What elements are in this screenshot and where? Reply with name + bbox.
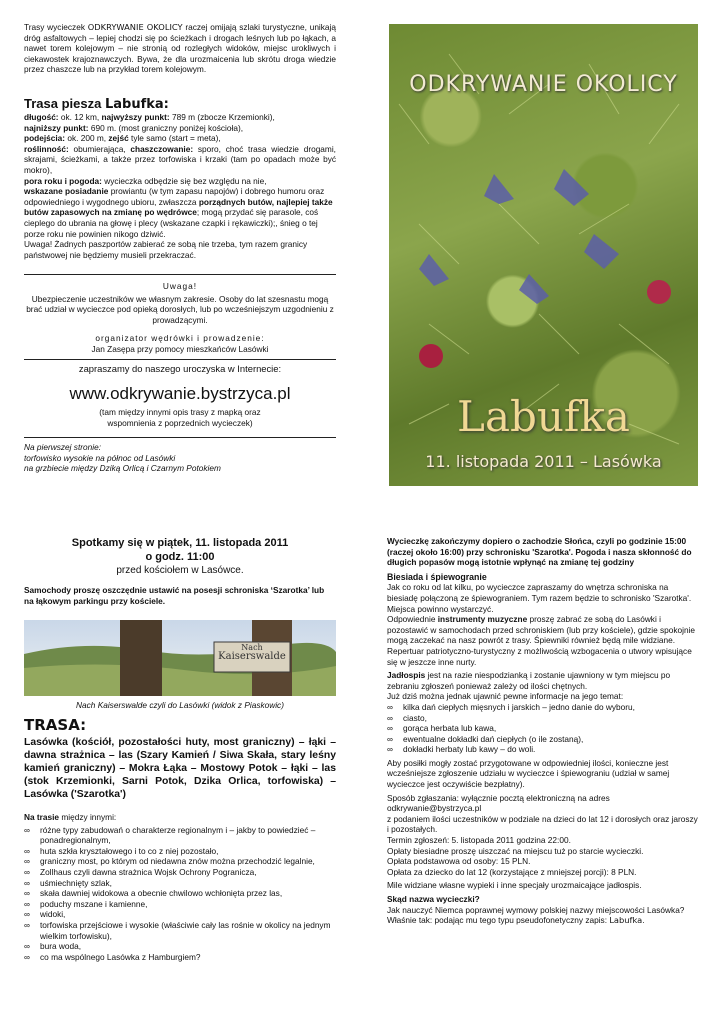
landscape-photo	[24, 620, 336, 696]
detail-value: sporo, choć trasa wiedzie drogami, skrajami, ścieżkami, a także przez torfowiska i krzaki (tam po opadach może być mokro),	[24, 143, 336, 175]
detail-label: chaszczowanie:	[130, 143, 194, 154]
organizer-name: Jan Zasępa przy pomocy mieszkańców Lasówki	[91, 343, 269, 354]
list-item: ∞ widoki,	[24, 909, 336, 920]
list-item: ∞ gorąca herbata lub kawa,	[387, 723, 699, 734]
detail-label: długość:	[24, 112, 59, 122]
detail-value: tyle samo (start = meta),	[128, 133, 221, 144]
organizer-label: organizator wędrówki i prowadzenie:	[95, 333, 265, 344]
first-page-line: torfowisko wysokie na północ od Lasówki	[24, 452, 176, 463]
detail-value: obumierająca,	[68, 143, 131, 154]
list-item: ∞ uśmiechnięty szlak,	[24, 878, 336, 889]
list-item: ∞ bura woda,	[24, 941, 336, 952]
biesiada-heading: Biesiada i śpiewogranie	[387, 571, 487, 582]
website-link[interactable]: www.odkrywanie.bystrzyca.pl	[69, 384, 291, 403]
detail-value: ; mogą przydać się parasole, coś cieplego do ubrania na głowę i plecy (wskazane czapki i rękawiczki);, śnieg o tej porze roku nie powinien nikogo dziwić.	[24, 207, 319, 239]
list-item: ∞ różne typy zabudowań o charakterze regionalnym i – jakby to powiedzieć – ponadregionalnym,	[24, 825, 336, 846]
name-origin-text: Jak nauczyć Niemca poprawnej wymowy polskiej nazwy miejscowości Lasówka?	[387, 904, 685, 915]
name-origin-heading: Skąd nazwa wycieczki?	[387, 894, 480, 904]
detail-value: 690 m. (most graniczny poniżej kościoła),	[88, 122, 244, 133]
list-item: ∞ dokładki herbaty lub kawy – do woli.	[387, 744, 699, 755]
list-item: ∞ torfowiska przejściowe i wysokie (właściwie cały las rośnie w okolicy na jednym wielkim torfowisku),	[24, 920, 336, 941]
biesiada-text: proszę zabrać ze sobą do Lasówki i pozostawić w samochodach przed schroniskiem (lub przy kościele), gdzie spokojnie mogą zaczekać na nasz powrót z trasy. Śpiewniki również będą mile widziane. Repertuar patriotyczno-turystyczny z możliwością wzbogacenia o utwory wpisujące się w jeszcze inne nurty.	[387, 614, 696, 667]
right-column	[387, 536, 699, 926]
biesiada-text: Jak co roku od lat kilku, po wycieczce zapraszamy do wnętrza schroniska na biesiadę połączoną ze śpiewograniem. Tym razem będzie to schronisko 'Szarotka'. Miejsca powinno wystarczyć.	[387, 582, 692, 614]
photo-caption: Nach Kaiserswalde czyli do Lasówki (widok z Piaskowic)	[76, 700, 284, 710]
on-route-label: Na trasie	[24, 812, 60, 822]
on-route-items	[24, 825, 336, 963]
on-route-list	[24, 812, 336, 962]
trasa-piesza-label: Trasa piesza	[24, 96, 105, 111]
name-origin-end: .	[642, 915, 645, 926]
trasa-heading: TRASA:	[24, 716, 87, 734]
meeting-date: Spotkamy się w piątek, 11. listopada 2011	[71, 537, 289, 549]
detail-value: 789 m (zbocze Krzemionki),	[169, 112, 275, 122]
list-item: ∞ kilka dań ciepłych mięsnych i jarskich – jedno danie do wyboru,	[387, 702, 699, 713]
intro-paragraph	[24, 22, 336, 75]
menu-text: jest na razie niespodzianką i zostanie ujawniony w tym miejscu po zebraniu zgłoszeń ponieważ zależy od ilości chętnych.	[387, 670, 671, 691]
first-page-note	[24, 442, 336, 474]
first-page-label: Na pierwszej stronie:	[24, 442, 102, 452]
detail-value: prowiantu (w tym zapasu napojów) i dobrego humoru oraz odpowiedniego i wygodnego ubioru, zwłaszcza	[24, 186, 325, 207]
on-route-label-suffix: między innymi:	[59, 812, 117, 822]
detail-value: wycieczka odbędzie się bez względu na nie,	[101, 175, 267, 186]
name-origin-spelling: Labufka	[609, 915, 643, 926]
route-description: Lasówka (kościół, pozostałości huty, most graniczny) – łąki – dawna strażnica – las (Szary Kamień / Siwa Skała, stary leśny kamień graniczny) – Mokra Łąka – Mostowy Potok – łąki – las (stok Krzemionki, Sarni Potok, Dzika Orlica, torfowiska) – Lasówka ('Szarotka')	[24, 737, 336, 800]
sign-text	[216, 643, 288, 661]
list-item: ∞ skała dawniej widokowa a obecnie chwilowo wchłonięta przez las,	[24, 888, 336, 899]
passport-note: Uwaga! Żadnych paszportów zabierać ze sobą nie trzeba, tym razem granicy państwowej nie będziemy musieli przekraczać.	[24, 239, 308, 260]
cover-title: ODKRYWANIE OKOLICY	[409, 72, 678, 97]
detail-label: roślinność:	[24, 143, 69, 154]
detail-label: zejść	[108, 133, 129, 144]
meeting-info	[24, 536, 336, 606]
intro-text-1: Trasy wycieczek	[24, 22, 88, 32]
list-item: ∞ poduchy mszane i kamienne,	[24, 899, 336, 910]
detail-label: wskazane posiadanie	[24, 186, 109, 197]
baking-note: Mile widziane własne wypieki i inne specjały urozmaicające jadłospis.	[387, 880, 642, 891]
cover-date: 11. listopada 2011 – Lasówka	[425, 452, 662, 471]
trasa-piesza-heading	[24, 96, 169, 112]
menu-heading: Jadłospis	[387, 670, 426, 681]
divider	[24, 359, 336, 360]
intro-text-2: raczej omijają szlaki turystyczne, unikają dróg asfaltowych – lepiej chodzi się po ścieżkach i drogach leśnych lub po łąkach, a nawet torem kolejowym – nie stronią od rozległych widoków, miejsc urokliwych i ciekawostek krajoznawczych. Bywa, że dla urozmaicenia lub skrótu droga wiedzie przez chaszcze lub na przykład torem kolejowym.	[24, 22, 336, 75]
cover-image	[389, 24, 698, 486]
registration-deadline: Termin zgłoszeń: 5. listopada 2011 godzina 22:00.	[387, 835, 571, 846]
detail-value: ok. 12 km,	[58, 112, 102, 122]
end-info: Wycieczkę zakończymy dopiero o zachodzie Słońca, czyli po godzinie 15:00 (raczej około 16:00) przy schronisku 'Szarotka'. Pogoda i nasza skłonność do długich popasów mogą istotnie wpłynąć na zmianę tej godziny	[387, 536, 692, 568]
meeting-time: o godz. 11:00	[145, 551, 215, 563]
detail-label: najwyższy punkt:	[101, 112, 170, 122]
parking-note: Samochody proszę oszczędnie ustawić na posesji schroniska ‘Szarotka’ lub na łąkowym parkingu przy kościele.	[24, 585, 325, 606]
intro-brand: ODKRYWANIE OKOLICY	[87, 22, 183, 32]
detail-value: ok. 200 m,	[65, 133, 109, 144]
cover-name: Labufka	[457, 392, 630, 441]
uwaga-title: Uwaga!	[162, 281, 198, 291]
registration-note: Aby posiłki mogły zostać przygotowane w odpowiedniej ilości, konieczne jest wcześniejsze zgłoszenie udziału w wycieczce i śpiewograniu (udział w samej wycieczce jest oczywiście bezpłatny).	[387, 757, 670, 790]
menu-text: Już dziś można jednak ujawnić pewne informacje na jego temat:	[387, 691, 624, 702]
fee-child: Opłata za dziecko do lat 12 (korzystające z mniejszej porcji): 8 PLN.	[387, 866, 637, 877]
sign-line: Kaiserswalde	[218, 651, 286, 662]
detail-label: pora roku i pogoda:	[24, 175, 102, 186]
fee-adult: Opłata podstawowa od osoby: 15 PLN.	[387, 856, 531, 867]
detail-label: porządnych butów, najlepiej także butów zapasowych na zmianę po wędrówce	[24, 196, 333, 218]
fees-note: Opłaty biesiadne proszę uiszczać na miejscu tuż po starcie wycieczki.	[387, 845, 644, 856]
website-note: (tam między innymi opis trasy z mapką oraz wspomnienia z poprzednich wycieczek)	[99, 407, 261, 428]
instruments-label: instrumenty muzyczne	[437, 614, 528, 625]
trasa-piesza-name: Labufka:	[104, 97, 169, 112]
uwaga-text: Ubezpieczenie uczestników we własnym zakresie. Osoby do lat szesnastu mogą brać udział w wycieczce pod opieką dorosłych, lub po wcześniejszym uzgodnieniu z prowadzącymi.	[26, 293, 334, 325]
list-item: ∞ ewentualne dokładki dań ciepłych (o ile zostaną),	[387, 734, 699, 745]
detail-label: najniższy punkt:	[24, 122, 89, 133]
name-origin-text: Właśnie tak: podając mu tego typu pseudofonetyczny zapis:	[387, 915, 610, 926]
invite-text: zapraszamy do naszego uroczyska w Internecie:	[78, 362, 282, 374]
list-item: ∞ Zollhaus czyli dawna strażnica Wojsk Ochrony Pogranicza,	[24, 867, 336, 878]
photo-kaiserswalde	[24, 620, 336, 696]
uwaga-box	[24, 274, 336, 374]
registration-method: z podaniem ilości uczestników w podziale na dzieci do lat 12 i dorosłych oraz jaroszy i pozostałych.	[387, 813, 698, 835]
detail-label: podejścia:	[24, 133, 66, 144]
list-item: ∞ ciasto,	[387, 713, 699, 724]
list-item: ∞ graniczny most, po którym od niedawna znów można przechodzić legalnie,	[24, 856, 336, 867]
menu-list	[387, 702, 699, 755]
sign-line: Nach	[241, 643, 263, 652]
divider	[24, 437, 336, 438]
list-item: ∞ co ma wspólnego Lasówka z Hamburgiem?	[24, 952, 336, 963]
list-item: ∞ huta szkła kryształowego i to co z niej pozostało,	[24, 846, 336, 857]
email-link[interactable]: odkrywanie@bystrzyca.pl	[387, 803, 482, 814]
meeting-place: przed kościołem w Lasówce.	[116, 565, 244, 576]
first-page-line: na grzbiecie między Dziką Orlicą i Czarnym Potokiem	[24, 463, 221, 474]
route-details	[24, 112, 336, 260]
biesiada-text: Odpowiednie	[387, 614, 438, 625]
registration-method: Sposób zgłaszania: wyłącznie pocztą elektroniczną na adres	[387, 792, 610, 803]
